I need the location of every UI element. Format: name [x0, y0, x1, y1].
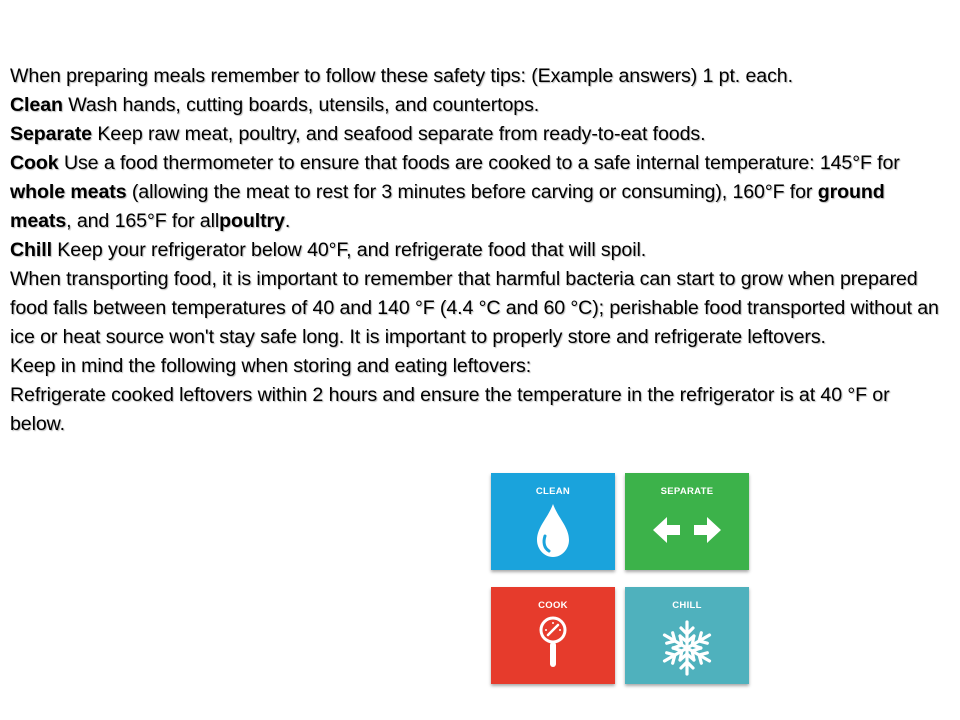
cook-term: Cook: [10, 152, 59, 174]
cook-tip: Cook Use a food thermometer to ensure that foods are cooked to a safe internal temperature: 145°F for whole meats (allowing the meat to rest for 3 minutes before carving or consuming), 160°F for ground meats, and 165°F for allpoultry.: [10, 152, 900, 232]
leftovers-rule: Refrigerate cooked leftovers within 2 hours and ensure the temperature in the refrigerator is at 40 °F or below.: [10, 384, 890, 435]
chill-tip: Chill Keep your refrigerator below 40°F, and refrigerate food that will spoil.: [10, 239, 647, 261]
separate-tile: [625, 473, 749, 570]
left-right-arrows-icon: [625, 473, 749, 570]
ground-meats-term: ground meats: [10, 181, 885, 232]
separate-term: Separate: [10, 123, 92, 145]
poultry-term: poultry: [219, 210, 285, 232]
cook-tile-label: COOK: [538, 600, 568, 611]
whole-meats-term: whole meats: [10, 181, 127, 203]
water-drop-icon: [491, 473, 615, 570]
slide-text: [10, 62, 945, 439]
separate-tile-label: SEPARATE: [660, 486, 714, 497]
leftovers-intro: Keep in mind the following when storing and eating leftovers:: [10, 355, 532, 377]
transport-paragraph: When transporting food, it is important to remember that harmful bacteria can start to grow when prepared food falls between temperatures of 40 and 140 °F (4.4 °C and 60 °C); perishable food transported without an ice or heat source won't stay safe long. It is important to properly store and refrigerate leftovers.: [10, 268, 939, 348]
chill-tile-label: CHILL: [672, 600, 702, 611]
separate-tip: Separate Keep raw meat, poultry, and seafood separate from ready-to-eat foods.: [10, 123, 706, 145]
chill-tile: [625, 587, 749, 684]
cook-tile: [491, 587, 615, 684]
clean-tip: Clean Wash hands, cutting boards, utensils, and countertops.: [10, 94, 540, 116]
clean-term: Clean: [10, 94, 63, 116]
chill-term: Chill: [10, 239, 52, 261]
snowflake-icon: [625, 587, 749, 684]
clean-tile: [491, 473, 615, 570]
clean-tile-label: CLEAN: [535, 486, 571, 497]
intro-paragraph: When preparing meals remember to follow these safety tips: (Example answers) 1 pt. each.: [10, 65, 793, 87]
thermometer-icon: [491, 587, 615, 684]
